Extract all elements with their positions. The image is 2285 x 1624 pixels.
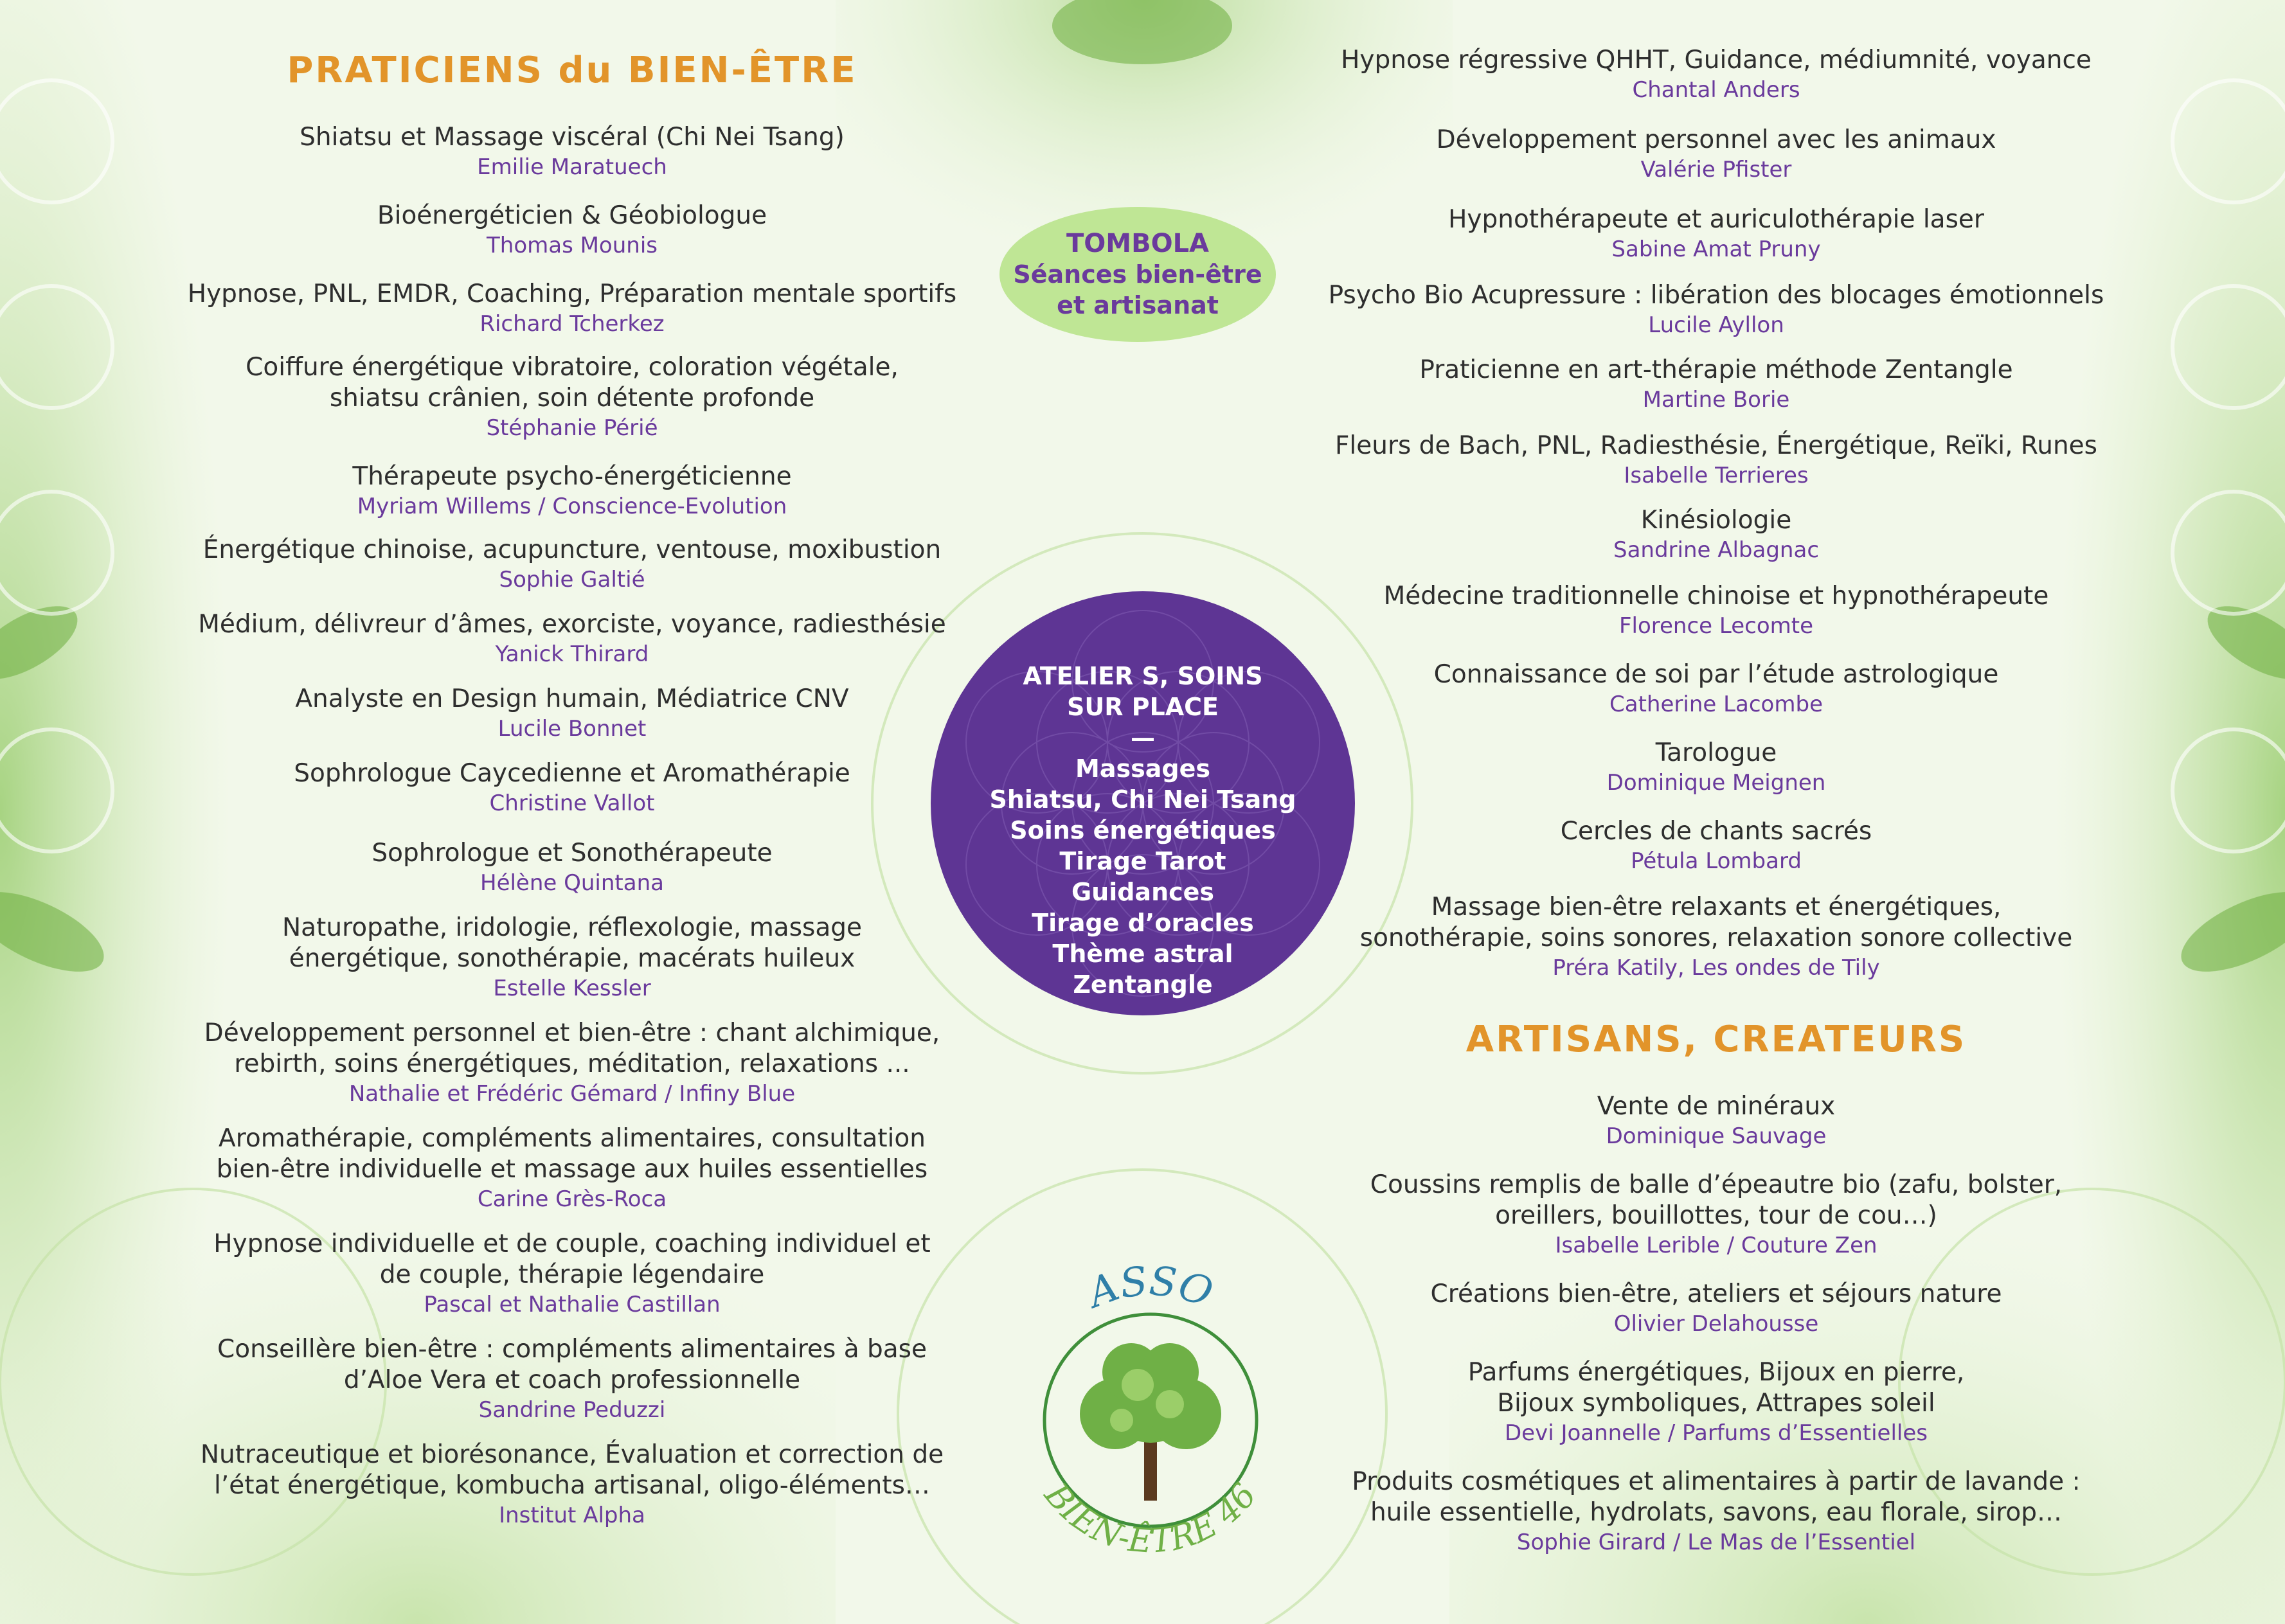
entry-specialty: Médium, délivreur d’âmes, exorciste, voyance, radiesthésie bbox=[198, 610, 946, 639]
atelier-item: Thème astral bbox=[1052, 940, 1233, 968]
entry-specialty: Thérapeute psycho-énergéticienne bbox=[352, 462, 792, 491]
atelier-item: Massages bbox=[1075, 754, 1210, 783]
practitioner-entry bbox=[129, 913, 1016, 1003]
practitioner-entry bbox=[1273, 1091, 2160, 1150]
praticiens-column bbox=[129, 45, 1016, 1530]
practitioner-entry bbox=[1273, 45, 2160, 104]
tombola-badge bbox=[999, 207, 1276, 342]
entry-specialty-line-2: huile essentielle, hydrolats, savons, eau florale, sirop… bbox=[1370, 1498, 2063, 1527]
practitioner-entry bbox=[1273, 355, 2160, 414]
tombola-line-2: et artisanat bbox=[1057, 291, 1219, 319]
entry-practitioner-name: Pétula Lombard bbox=[1631, 848, 1802, 874]
entry-practitioner-name: Hélène Quintana bbox=[480, 870, 664, 896]
entry-specialty: Hypnose régressive QHHT, Guidance, médiumnité, voyance bbox=[1341, 46, 2092, 75]
entry-specialty: Cercles de chants sacrés bbox=[1560, 817, 1872, 846]
practitioner-entry bbox=[1273, 738, 2160, 797]
section-title-artisans: ARTISANS, CREATEURS bbox=[1465, 1019, 1967, 1060]
entry-practitioner-name: Lucile Ayllon bbox=[1648, 312, 1784, 338]
entry-specialty: Kinésiologie bbox=[1640, 506, 1792, 535]
entry-specialty-line-2: de couple, thérapie légendaire bbox=[379, 1260, 765, 1289]
entry-specialty: Shiatsu et Massage viscéral (Chi Nei Tsang) bbox=[300, 123, 845, 152]
entry-specialty-line-2: Bijoux symboliques, Attrapes soleil bbox=[1497, 1389, 1935, 1418]
practitioner-entry bbox=[1273, 581, 2160, 640]
practitioner-entry bbox=[1273, 431, 2160, 490]
practitioner-entry bbox=[129, 1229, 1016, 1319]
entry-specialty: Coiffure énergétique vibratoire, coloration végétale, bbox=[246, 353, 899, 382]
praticiens-list-right bbox=[1273, 45, 2160, 982]
practitioner-entry bbox=[129, 1440, 1016, 1530]
practitioner-entry bbox=[129, 1018, 1016, 1108]
entry-practitioner-name: Sophie Galtié bbox=[499, 567, 645, 593]
entry-specialty: Hypnose individuelle et de couple, coaching individuel et bbox=[213, 1229, 931, 1258]
entry-practitioner-name: Catherine Lacombe bbox=[1609, 692, 1823, 717]
entry-specialty: Naturopathe, iridologie, réflexologie, massage bbox=[282, 913, 862, 942]
entry-specialty: Parfums énergétiques, Bijoux en pierre, bbox=[1467, 1358, 1965, 1387]
practitioner-entry bbox=[129, 609, 1016, 668]
atelier-item: Soins énergétiques bbox=[1010, 816, 1276, 844]
entry-practitioner-name: Nathalie et Frédéric Gémard / Infiny Blue bbox=[348, 1081, 796, 1107]
practitioner-entry bbox=[129, 684, 1016, 743]
right-column bbox=[1273, 45, 2160, 1557]
entry-specialty: Coussins remplis de balle d’épeautre bio (zafu, bolster, bbox=[1370, 1170, 2063, 1199]
entry-specialty-line-2: énergétique, sonothérapie, macérats huileux bbox=[289, 944, 856, 973]
entry-specialty: Développement personnel avec les animaux bbox=[1436, 125, 1996, 154]
practitioner-entry bbox=[1273, 659, 2160, 718]
entry-practitioner-name: Sandrine Albagnac bbox=[1613, 537, 1820, 563]
entry-specialty-line-2: bien-être individuelle et massage aux huiles essentielles bbox=[216, 1155, 928, 1184]
ateliers-title-2: SUR PLACE bbox=[1066, 693, 1219, 721]
asso-bien-etre-46-logo bbox=[983, 1256, 1318, 1558]
ateliers-circle bbox=[931, 591, 1355, 1015]
entry-specialty: Tarologue bbox=[1655, 738, 1777, 767]
ateliers-items bbox=[931, 753, 1355, 1000]
entry-practitioner-name: Isabelle Lerible / Couture Zen bbox=[1555, 1233, 1877, 1258]
practitioner-entry bbox=[129, 122, 1016, 181]
entry-practitioner-name: Estelle Kessler bbox=[493, 976, 651, 1001]
entry-specialty-line-2: d’Aloe Vera et coach professionnelle bbox=[343, 1366, 801, 1395]
entry-specialty: Praticienne en art-thérapie méthode Zentangle bbox=[1419, 355, 2013, 384]
entry-specialty-line-2: sonothérapie, soins sonores, relaxation sonore collective bbox=[1359, 924, 2073, 952]
atelier-item: Zentangle bbox=[1073, 970, 1213, 999]
entry-practitioner-name: Isabelle Terrieres bbox=[1624, 463, 1809, 488]
entry-specialty: Analyste en Design humain, Médiatrice CNV bbox=[295, 684, 849, 713]
entry-practitioner-name: Dominique Sauvage bbox=[1606, 1123, 1827, 1149]
entry-practitioner-name: Sophie Girard / Le Mas de l’Essentiel bbox=[1516, 1530, 1916, 1555]
logo-text-bottom: BIEN-ÊTRE 46 bbox=[1036, 1476, 1264, 1558]
artisans-list bbox=[1273, 1091, 2160, 1557]
entry-practitioner-name: Sandrine Peduzzi bbox=[478, 1397, 666, 1423]
practitioner-entry bbox=[129, 838, 1016, 897]
entry-specialty: Sophrologue et Sonothérapeute bbox=[372, 839, 773, 868]
entry-practitioner-name: Emilie Maratuech bbox=[477, 154, 667, 180]
entry-specialty: Produits cosmétiques et alimentaires à partir de lavande : bbox=[1352, 1467, 2081, 1496]
entry-specialty: Sophrologue Caycedienne et Aromathérapie bbox=[294, 759, 850, 788]
practitioner-entry bbox=[129, 758, 1016, 817]
entry-specialty: Développement personnel et bien-être : chant alchimique, bbox=[204, 1019, 940, 1048]
practitioner-entry bbox=[1273, 125, 2160, 184]
logo-text-top: ASSO bbox=[1081, 1257, 1219, 1317]
entry-specialty: Vente de minéraux bbox=[1597, 1092, 1836, 1121]
entry-practitioner-name: Carine Grès-Roca bbox=[477, 1186, 667, 1212]
practitioner-entry bbox=[1273, 1170, 2160, 1260]
entry-specialty-line-2: oreillers, bouillottes, tour de cou…) bbox=[1495, 1201, 1937, 1230]
ateliers-title-1: ATELIER S, SOINS bbox=[1023, 662, 1263, 690]
atelier-item: Shiatsu, Chi Nei Tsang bbox=[989, 785, 1296, 814]
entry-specialty: Bioénergéticien & Géobiologue bbox=[377, 201, 767, 230]
practitioner-entry bbox=[129, 279, 1016, 338]
entry-specialty-line-2: shiatsu crânien, soin détente profonde bbox=[329, 384, 815, 413]
entry-practitioner-name: Pascal et Nathalie Castillan bbox=[424, 1292, 721, 1317]
entry-practitioner-name: Olivier Delahousse bbox=[1613, 1311, 1819, 1337]
practitioner-entry bbox=[129, 535, 1016, 594]
entry-practitioner-name: Richard Tcherkez bbox=[479, 311, 665, 337]
entry-practitioner-name: Lucile Bonnet bbox=[497, 716, 647, 742]
practitioner-entry bbox=[1273, 1357, 2160, 1447]
entry-practitioner-name: Christine Vallot bbox=[489, 790, 655, 816]
entry-specialty: Énergétique chinoise, acupuncture, ventouse, moxibustion bbox=[202, 535, 942, 564]
entry-practitioner-name: Sabine Amat Pruny bbox=[1611, 236, 1821, 262]
tombola-line-1: Séances bien-être bbox=[1013, 260, 1262, 289]
entry-practitioner-name: Institut Alpha bbox=[499, 1503, 645, 1528]
practitioner-entry bbox=[1273, 1467, 2160, 1557]
practitioner-entry bbox=[1273, 892, 2160, 982]
entry-practitioner-name: Florence Lecomte bbox=[1618, 613, 1814, 639]
praticiens-list bbox=[129, 122, 1016, 1530]
entry-specialty: Médecine traditionnelle chinoise et hypnothérapeute bbox=[1383, 582, 2049, 611]
section-title-praticiens: PRATICIENS du BIEN-ÊTRE bbox=[287, 49, 857, 91]
entry-specialty: Massage bien-être relaxants et énergétiques, bbox=[1431, 893, 2002, 922]
practitioner-entry bbox=[1273, 204, 2160, 263]
entry-specialty: Hypnothérapeute et auriculothérapie laser bbox=[1448, 205, 1984, 234]
entry-specialty: Conseillère bien-être : compléments alimentaires à base bbox=[217, 1335, 927, 1364]
entry-specialty: Psycho Bio Acupressure : libération des blocages émotionnels bbox=[1328, 281, 2104, 310]
practitioner-entry bbox=[129, 461, 1016, 521]
entry-practitioner-name: Martine Borie bbox=[1642, 387, 1790, 413]
entry-specialty: Aromathérapie, compléments alimentaires, consultation bbox=[219, 1124, 926, 1153]
entry-specialty-line-2: rebirth, soins énergétiques, méditation, relaxations ... bbox=[234, 1049, 910, 1078]
entry-practitioner-name: Dominique Meignen bbox=[1606, 770, 1826, 796]
entry-practitioner-name: Devi Joannelle / Parfums d’Essentielles bbox=[1505, 1420, 1928, 1446]
practitioner-entry bbox=[1273, 280, 2160, 339]
entry-specialty: Créations bien-être, ateliers et séjours nature bbox=[1430, 1280, 2002, 1308]
practitioner-entry bbox=[129, 352, 1016, 442]
practitioner-entry bbox=[129, 1334, 1016, 1424]
entry-practitioner-name: Thomas Mounis bbox=[487, 233, 658, 258]
entry-specialty: Nutraceutique et biorésonance, Évaluation et correction de bbox=[200, 1440, 944, 1469]
entry-practitioner-name: Yanick Thirard bbox=[495, 641, 649, 667]
entry-specialty: Connaissance de soi par l’étude astrologique bbox=[1433, 660, 1999, 689]
ateliers-content bbox=[931, 661, 1355, 1000]
ateliers-divider: — bbox=[1131, 724, 1155, 752]
practitioner-entry bbox=[129, 201, 1016, 260]
entry-practitioner-name: Chantal Anders bbox=[1632, 77, 1800, 103]
practitioner-entry bbox=[1273, 816, 2160, 875]
atelier-item: Tirage Tarot bbox=[1059, 847, 1226, 875]
entry-specialty: Fleurs de Bach, PNL, Radiesthésie, Énergétique, Reïki, Runes bbox=[1334, 431, 2097, 460]
entry-practitioner-name: Myriam Willems / Conscience-Evolution bbox=[357, 494, 787, 519]
tombola-title: TOMBOLA bbox=[1066, 229, 1210, 258]
practitioner-entry bbox=[129, 1123, 1016, 1213]
practitioner-entry bbox=[1273, 505, 2160, 564]
entry-practitioner-name: Préra Katily, Les ondes de Tily bbox=[1552, 955, 1880, 981]
entry-specialty: Hypnose, PNL, EMDR, Coaching, Préparation mentale sportifs bbox=[187, 280, 957, 308]
practitioner-entry bbox=[1273, 1279, 2160, 1338]
entry-practitioner-name: Valérie Pfister bbox=[1640, 157, 1792, 183]
atelier-item: Guidances bbox=[1071, 878, 1215, 906]
entry-practitioner-name: Stéphanie Périé bbox=[486, 415, 658, 441]
entry-specialty-line-2: l’état énergétique, kombucha artisanal, oligo-éléments… bbox=[214, 1471, 930, 1500]
atelier-item: Tirage d’oracles bbox=[1032, 909, 1254, 937]
